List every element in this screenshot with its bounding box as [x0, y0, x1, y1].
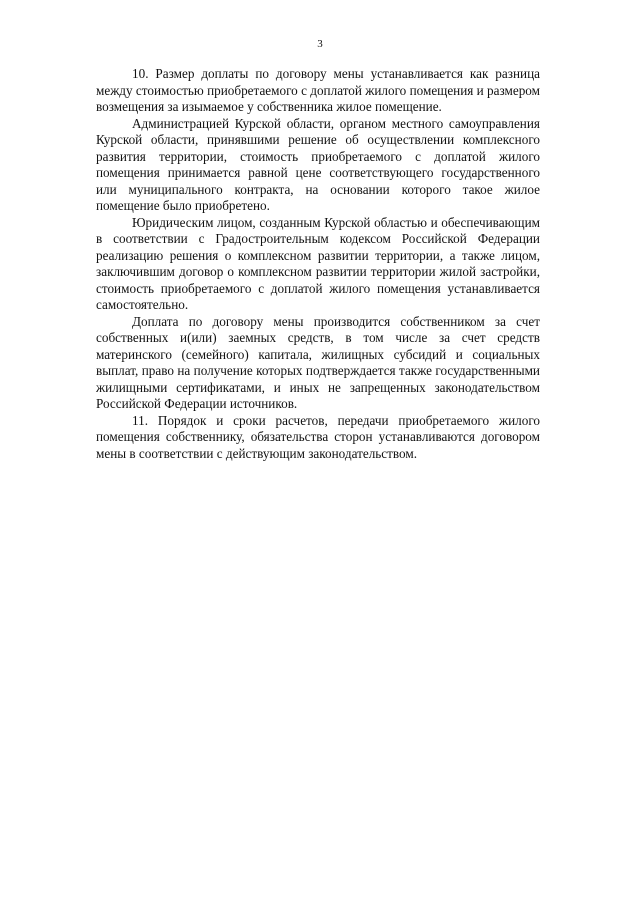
paragraph-legal-entity-cost: Юридическим лицом, созданным Курской областью и обеспечивающим в соответствии с Градостроительным кодексом Российской Федерации реализацию решения о комплексном развитии территории, а также лицом, заключившим договор о комплексном развитии территории жилой застройки, стоимость приобретаемого с доплатой жилого помещения устанавливается самостоятельно.	[96, 214, 540, 312]
paragraph-10-price-difference: 10. Размер доплаты по договору мены устанавливается как разница между стоимостью приобретаемого с доплатой жилого помещения и размером возмещения за изымаемое у собственника жилое помещение.	[96, 66, 540, 114]
paragraph-payment-sources: Доплата по договору мены производится собственником за счет собственных и(или) заемных средств, в том числе за счет средств материнского (семейного) капитала, жилищных субсидий и социальных выплат, право на получение которых подтверждается также государственными жилищными сертификатами, и иных не запрещенных законодательством Российской Федерации источников.	[96, 313, 540, 411]
page-number: 3	[317, 38, 323, 50]
paragraph-administration-cost: Администрацией Курской области, органом местного самоуправления Курской области, принявшими решение об осуществлении комплексного развития территории, стоимость приобретаемого с доплатой жилого помещения принимается равной цене соответствующего государственного или муниципального контракта, на основании которого такое жилое помещение было приобретено.	[96, 115, 540, 213]
document-body	[96, 66, 540, 462]
paragraph-11-settlement-order: 11. Порядок и сроки расчетов, передачи приобретаемого жилого помещения собственнику, обязательства сторон устанавливаются договором мены в соответствии с действующим законодательством.	[96, 412, 540, 461]
